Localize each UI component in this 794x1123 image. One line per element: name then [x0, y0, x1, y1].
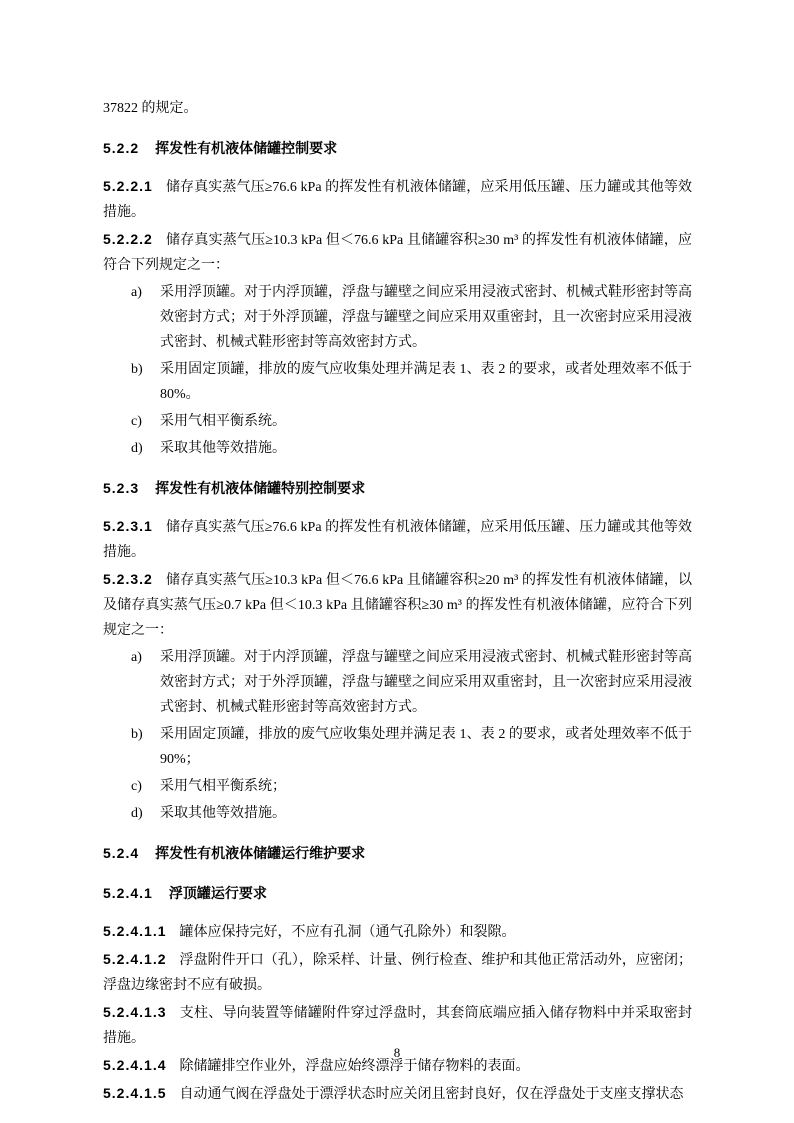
list-item [103, 645, 692, 720]
block-text: 37822 的规定。 [103, 101, 198, 116]
page-footer [0, 1045, 794, 1061]
clause-paragraph [103, 947, 692, 998]
block-text: 储存真实蒸气压≥76.6 kPa 的挥发性有机液体储罐，应采用低压罐、压力罐或其他等效措施。 [103, 180, 692, 220]
list-item [103, 280, 692, 355]
clause-paragraph [103, 919, 692, 945]
clause-number: 5.2.3.1 [103, 518, 153, 534]
list-item [103, 801, 692, 826]
section-heading [103, 841, 692, 866]
list-marker: a) [131, 285, 142, 300]
block-text: 除储罐排空作业外，浮盘应始终漂浮于储存物料的表面。 [179, 1059, 530, 1074]
list-marker: c) [131, 414, 142, 429]
block-text: 采用固定顶罐，排放的废气应收集处理并满足表 1、表 2 的要求，或者处理效率不低于80%。 [160, 362, 692, 402]
block-text: 采用气相平衡系统； [160, 779, 286, 794]
block-text: 采用气相平衡系统。 [160, 414, 286, 429]
list-item [103, 409, 692, 434]
block-text: 浮盘附件开口（孔），除采样、计量、例行检查、维护和其他正常活动外，应密闭；浮盘边缘密封不应有破损。 [103, 953, 692, 993]
block-text: 挥发性有机液体储罐特别控制要求 [155, 480, 366, 496]
clause-number: 5.2.4.1.1 [103, 923, 167, 939]
clause-number: 5.2.3 [103, 480, 140, 496]
block-text: 采用浮顶罐。对于内浮顶罐，浮盘与罐壁之间应采用浸液式密封、机械式鞋形密封等高效密封方式；对于外浮顶罐，浮盘与罐壁之间应采用双重密封，且一次密封应采用浸液式密封、机械式鞋形密封等高效密封方式。 [160, 650, 692, 715]
clause-paragraph [103, 514, 692, 565]
clause-number: 5.2.4.1 [103, 885, 153, 901]
list-marker: b) [131, 362, 143, 377]
list-marker: b) [131, 727, 143, 742]
document-body [103, 96, 692, 1109]
block-text: 储存真实蒸气压≥10.3 kPa 但＜76.6 kPa 且储罐容积≥30 m³ 的挥发性有机液体储罐，应符合下列规定之一： [103, 233, 692, 273]
clause-paragraph [103, 1000, 692, 1051]
block-text: 支柱、导向装置等储罐附件穿过浮盘时，其套筒底端应插入储存物料中并采取密封措施。 [103, 1006, 692, 1046]
clause-number: 5.2.2.1 [103, 178, 153, 194]
list-marker: a) [131, 650, 142, 665]
clause-number: 5.2.4.1.2 [103, 951, 167, 967]
block-text: 采取其他等效措施。 [160, 441, 286, 456]
clause-number: 5.2.4 [103, 845, 140, 861]
block-text: 采用浮顶罐。对于内浮顶罐，浮盘与罐壁之间应采用浸液式密封、机械式鞋形密封等高效密封方式；对于外浮顶罐，浮盘与罐壁之间应采用双重密封，且一次密封应采用浸液式密封、机械式鞋形密封等高效密封方式。 [160, 285, 692, 350]
clause-number: 5.2.2 [103, 140, 140, 156]
block-text: 挥发性有机液体储罐控制要求 [155, 140, 338, 156]
list-item [103, 357, 692, 407]
list-item [103, 774, 692, 799]
clause-number: 5.2.2.2 [103, 231, 153, 247]
block-text: 采用固定顶罐，排放的废气应收集处理并满足表 1、表 2 的要求，或者处理效率不低于90%； [160, 727, 692, 767]
list-marker: d) [131, 806, 143, 821]
clause-number: 5.2.4.1.3 [103, 1004, 167, 1020]
block-text: 储存真实蒸气压≥76.6 kPa 的挥发性有机液体储罐，应采用低压罐、压力罐或其他等效措施。 [103, 520, 692, 560]
clause-number: 5.2.3.2 [103, 571, 153, 587]
section-heading [103, 136, 692, 161]
paragraph [103, 96, 692, 121]
block-text: 自动通气阀在浮盘处于漂浮状态时应关闭且密封良好，仅在浮盘处于支座支撑状态 [179, 1087, 684, 1102]
block-text: 罐体应保持完好，不应有孔洞（通气孔除外）和裂隙。 [179, 925, 516, 940]
list-item [103, 436, 692, 461]
clause-paragraph [103, 227, 692, 278]
block-text: 挥发性有机液体储罐运行维护要求 [155, 845, 366, 861]
clause-paragraph [103, 1081, 692, 1107]
clause-paragraph [103, 174, 692, 225]
block-text: 储存真实蒸气压≥10.3 kPa 但＜76.6 kPa 且储罐容积≥20 m³ 的挥发性有机液体储罐，以及储存真实蒸气压≥0.7 kPa 但＜10.3 kPa 且储罐容积≥30 m³ 的挥发性有机液体储罐，应符合下列规定之一： [103, 573, 692, 638]
section-heading [103, 881, 692, 906]
section-heading [103, 476, 692, 501]
clause-number: 5.2.4.1.5 [103, 1085, 167, 1101]
list-marker: c) [131, 779, 142, 794]
list-item [103, 722, 692, 772]
block-text: 采取其他等效措施。 [160, 806, 286, 821]
clause-paragraph [103, 567, 692, 643]
list-marker: d) [131, 441, 143, 456]
block-text: 浮顶罐运行要求 [168, 885, 267, 901]
page-number: 8 [393, 1045, 401, 1060]
clause-number: 5.2.4.1.4 [103, 1057, 167, 1073]
